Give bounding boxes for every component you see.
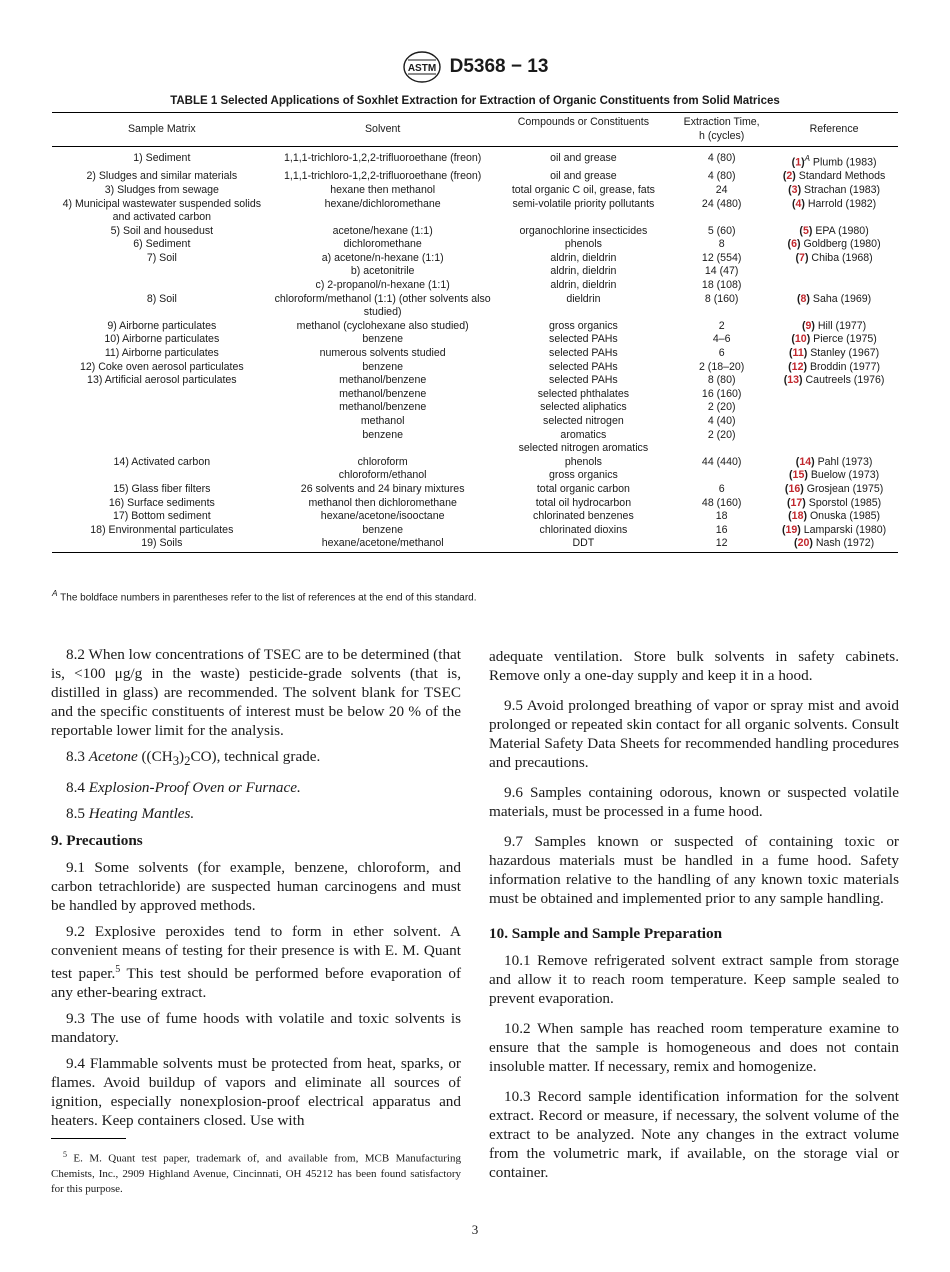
reference-number: (13) [783,374,803,387]
table-row [52,401,898,415]
reference-text: Chiba (1968) [808,251,873,264]
table-row [52,279,898,293]
cell-time: 16 [715,523,728,536]
cell-solvent: 26 solvents and 24 binary mixtures [300,482,465,495]
cell-solvent: benzene [362,333,403,346]
footnote-text: The boldface numbers in parentheses refer to the list of references at the end of this standard. [57,592,477,604]
footnote-marker: A [52,588,58,598]
table-row [52,456,898,470]
reference-number-value: 7 [799,251,805,264]
cell-reference [770,198,898,225]
reference-number-value: 20 [797,537,810,550]
cell-matrix: 5) Soil and housedust [110,224,214,237]
header-extraction-time [673,113,770,147]
footnote-5-ref: 5 [115,964,121,976]
paragraph-10-3: 10.3 Record sample identification information for the solvent extract. Record or measure, if necessary, the solvent volume of the extract to be analyzed. Note any changes in the extract volume from the volumetric mark, if available, on the storage vial or container. [489,1088,899,1181]
reference-number: (3) [788,183,802,196]
reference-number-value: 1 [795,156,802,169]
cell-matrix: 7) Soil [146,251,177,264]
cell-matrix: 19) Soils [141,537,183,550]
table-row [52,320,898,334]
cell-compounds: chlorinated benzenes [533,510,634,523]
cell-compounds: selected aliphatics [540,401,627,414]
paragraph-8-4 [51,778,461,797]
cell-reference [770,252,898,266]
paragraph-9-2 [51,922,461,1002]
reference-text: Grosjean (1975) [803,482,884,495]
p8-3-sub: 3 [172,754,180,769]
cell-compounds: selected phthalates [537,387,630,400]
reference-text: Strachan (1983) [801,183,881,196]
cell-solvent: numerous solvents studied [319,347,446,360]
cell-matrix: 2) Sludges and similar materials [86,170,238,183]
header-solvent: Solvent [364,122,401,135]
reference-number-value: 6 [791,238,797,251]
table-row [52,265,898,279]
table-row [52,415,898,429]
reference-text: Nash (1972) [812,537,875,550]
cell-reference [770,483,898,497]
cell-solvent: hexane/acetone/isooctane [320,510,445,523]
left-column [51,645,461,1137]
reference-number: (9) [801,319,815,332]
cell-reference [770,429,898,443]
footnote-rule [51,1138,126,1139]
cell-reference [770,456,898,470]
reference-text: Pahl (1973) [814,455,873,468]
reference-number: (14) [795,455,815,468]
cell-matrix: 9) Airborne particulates [107,319,217,332]
cell-compounds: selected nitrogen [543,415,624,427]
cell-time: 2 (18–20) [698,360,745,373]
cell-solvent: methanol/benzene [339,374,427,387]
cell-solvent: methanol [360,415,405,427]
cell-compounds: dieldrin [566,292,601,305]
cell-time: 4 (40) [707,415,736,427]
cell-matrix: 4) Municipal wastewater suspended solids and activated carbon [62,197,262,224]
footnote-5-text: E. M. Quant test paper, trademark of, and available from, MCB Manufacturing Chemists, Inc., 2909 Highland Avenue, Cincinnati, OH 45212 has been found satisfactory for this purpose. [51,1152,461,1195]
section-10-heading: 10. Sample and Sample Preparation [489,925,723,942]
header-reference: Reference [809,122,859,135]
cell-time: 24 [715,183,728,196]
cell-solvent: acetone/hexane (1:1) [332,224,433,237]
cell-time: 14 (47) [704,265,739,278]
cell-time [673,442,770,456]
cell-compounds: chlorinated dioxins [539,523,628,536]
footnote-5-marker: 5 [63,1150,67,1159]
p8-3-formula-b: ) [179,748,185,765]
table-row [52,469,898,483]
cell-reference [770,442,898,456]
cell-matrix: 3) Sludges from sewage [104,183,219,196]
cell-compounds: oil and grease [550,152,617,165]
reference-number-value: 4 [795,197,802,210]
paragraph-8-3 [51,747,461,771]
cell-reference [770,265,898,279]
table-row [52,252,898,266]
p8-3-formula-c: CO), technical grade. [190,748,321,765]
table-row [52,497,898,511]
cell-matrix: 1) Sediment [133,152,191,165]
cell-reference [770,497,898,511]
cell-compounds: selected PAHs [549,333,618,346]
reference-number: (6) [787,238,801,251]
reference-number: (15) [789,469,808,482]
cell-compounds: aldrin, dieldrin [550,279,617,292]
table-row [52,510,898,524]
cell-time: 8 (80) [707,374,736,387]
paragraph-9-5: 9.5 Avoid prolonged breathing of vapor or spray mist and avoid prolonged or repeated skin contact for all organic solvents. Consult Material Safety Data Sheets for recommended handling procedures and precautions. [489,697,899,771]
p8-5-term: Heating Mantles. [88,805,195,823]
paragraph-10-1: 10.1 Remove refrigerated solvent extract sample from storage and allow it to reach room temperature. Keep sample sealed to prevent evaporation. [489,952,899,1007]
cell-reference [770,238,898,252]
reference-text: EPA (1980) [812,224,869,237]
cell-reference [770,469,898,483]
cell-time: 18 [715,510,728,523]
cell-time: 2 [718,319,725,332]
cell-compounds: selected PAHs [549,347,618,360]
cell-time: 8 [718,238,725,251]
header-time-line1: Extraction Time, [683,116,760,128]
p9-2-b: This test should be performed before evaporation of any ether-bearing extract. [51,965,462,1002]
cell-matrix [52,279,272,293]
reference-number-value: 10 [794,333,807,346]
cell-matrix [52,265,272,279]
table-footnote [52,588,477,603]
reference-footnote-marker: A [804,154,810,164]
cell-time: 16 (160) [701,387,742,400]
cell-reference [770,320,898,334]
table-row [52,374,898,388]
reference-text: Onuska (1985) [807,510,881,523]
cell-reference [770,524,898,538]
table-row [52,524,898,538]
table-row [52,429,898,443]
cell-reference [770,510,898,524]
reference-text: Saha (1969) [809,292,872,305]
paragraph-9-6: 9.6 Samples containing odorous, known or suspected volatile materials, must be processed in a fume hood. [489,784,899,820]
cell-time: 5 (60) [707,224,736,237]
cell-matrix: 11) Airborne particulates [104,347,219,360]
cell-compounds: aldrin, dieldrin [550,251,617,264]
cell-reference [770,279,898,293]
reference-text: Stanley (1967) [807,347,880,360]
cell-solvent: methanol (cyclohexane also studied) [296,319,469,332]
cell-solvent: b) acetonitrile [350,265,415,278]
p8-4-num: 8.4 [66,779,89,797]
p8-3-num: 8.3 [66,748,89,765]
table-row [52,170,898,184]
cell-solvent: hexane/acetone/methanol [321,537,444,550]
table-row [52,184,898,198]
cell-compounds: gross organics [548,319,618,332]
reference-text: Sporstol (1985) [805,496,882,509]
cell-solvent [272,442,494,456]
reference-number: (4) [791,197,805,210]
cell-time: 2 (20) [707,401,736,414]
cell-compounds: phenols [564,238,602,251]
reference-number-value: 3 [791,183,798,196]
cell-solvent: methanol/benzene [339,387,427,400]
cell-matrix [52,401,272,415]
reference-text: Standard Methods [795,170,886,183]
page-number: 3 [471,1222,479,1237]
cell-solvent: methanol then dichloromethane [308,496,457,509]
cell-matrix: 16) Surface sediments [108,496,215,509]
paragraph-8-2: 8.2 When low concentrations of TSEC are to be determined (that is, <100 μg/g in the waste) pesticide-grade solvents (that is, distilled in glass) are recommended. The solvent blank for TSEC and the specific constituents of interest must be below 20 % of the reportable lower limit for the analysis. [51,646,461,739]
paragraph-9-4: 9.4 Flammable solvents must be protected from heat, sparks, or flames. Avoid buildup of vapors and eliminate all sources of ignition, especially nonexplosion-proof electrical apparatus and heaters. Keep containers closed. Use with [51,1055,461,1130]
cell-matrix: 17) Bottom sediment [112,510,211,523]
table-body [52,147,898,553]
cell-time: 12 (554) [701,251,742,264]
reference-text: Goldberg (1980) [800,238,881,251]
right-column [489,647,899,1189]
cell-time: 4–6 [712,333,731,346]
reference-number: (8) [796,292,810,305]
cell-compounds: gross organics [548,469,618,482]
reference-number: (12) [788,360,807,373]
cell-solvent: benzene [362,360,403,373]
cell-reference [770,225,898,239]
reference-text: Buelow (1973) [807,469,880,482]
header-sample-matrix: Sample Matrix [127,122,196,135]
cell-compounds: total oil hydrocarbon [535,496,632,509]
cell-compounds: organochlorine insecticides [519,224,648,237]
paragraph-9-4-cont: adequate ventilation. Store bulk solvents in safety cabinets. Remove only a one-day supply and keep it in a hood. [489,648,899,684]
paragraph-9-1: 9.1 Some solvents (for example, benzene, chloroform, and carbon tetrachloride) are suspected human carcinogens and must be handled by approved methods. [51,859,461,915]
cell-time: 18 (108) [701,279,742,292]
p8-3-term: Acetone [88,748,138,765]
logo-text: ASTM [407,63,436,74]
table-row [52,147,898,171]
cell-reference [770,415,898,429]
cell-solvent: benzene [362,523,403,536]
cell-solvent: 1,1,1-trichloro-1,2,2-trifluoroethane (freon) [284,170,482,183]
reference-number: (16) [784,482,804,495]
cell-matrix: 14) Activated carbon [113,455,211,468]
reference-number-value: 11 [792,347,804,360]
paragraph-9-3: 9.3 The use of fume hoods with volatile and toxic solvents is mandatory. [51,1010,461,1047]
cell-reference [770,537,898,552]
table-row [52,537,898,552]
table-1 [52,112,898,553]
cell-reference [770,147,898,171]
p8-5-num: 8.5 [66,805,89,823]
cell-time: 4 (80) [707,170,736,183]
cell-time: 44 (440) [701,455,742,468]
cell-solvent: methanol/benzene [339,401,427,414]
cell-solvent: chloroform/ethanol [338,469,427,482]
reference-number-value: 15 [792,469,805,482]
cell-matrix [52,415,272,429]
cell-time [673,469,770,483]
cell-time: 6 [718,482,725,495]
paragraph-9-7: 9.7 Samples known or suspected of containing toxic or hazardous materials must be handled in a fume hood. Safety information relative to the handling of any known toxic materials must be obtained and implemented prior to any sample handling. [489,833,899,907]
p8-3-sub2: 2 [184,754,191,769]
reference-text: Lamparski (1980) [800,523,887,536]
reference-number: (5) [799,224,813,237]
reference-text: Broddin (1977) [807,360,881,373]
reference-number-value: 16 [788,482,801,495]
cell-time: 12 [715,537,728,550]
cell-solvent: a) acetone/n-hexane (1:1) [321,251,444,264]
cell-solvent: 1,1,1-trichloro-1,2,2-trifluoroethane (freon) [284,152,482,165]
table-title: TABLE 1 Selected Applications of Soxhlet Extraction for Extraction of Organic Constituents from Solid Matrices [170,95,780,107]
reference-number-value: 13 [787,374,800,387]
cell-compounds: oil and grease [550,170,617,183]
cell-matrix: 15) Glass fiber filters [113,482,211,495]
table-row [52,388,898,402]
cell-solvent: dichloromethane [343,238,422,251]
cell-reference [770,374,898,388]
table-row [52,333,898,347]
cell-reference [770,401,898,415]
cell-compounds: total organic carbon [536,482,630,495]
p8-3-formula-a: ((CH [137,748,173,765]
reference-text: Cautreels (1976) [802,374,885,387]
cell-compounds: phenols [564,455,602,468]
reference-number-value: 19 [785,523,798,536]
table-header-row [52,113,898,147]
cell-time: 4 (80) [707,152,736,165]
header-time-line2: h (cycles) [698,129,745,142]
table-row [52,483,898,497]
cell-time: 48 (160) [701,496,742,509]
cell-matrix: 18) Environmental particulates [90,523,234,536]
reference-number: (11) [789,347,808,360]
table-row [52,361,898,375]
p9-2-a: 9.2 Explosive peroxides tend to form in ether solvent. A convenient means of testing for their presence is with E. M. Quant test paper. [51,923,461,983]
table-row [52,225,898,239]
cell-matrix [52,442,272,456]
cell-matrix: 8) Soil [146,292,177,305]
cell-matrix: 13) Artificial aerosol particulates [87,374,237,387]
paragraph-8-5 [51,804,461,823]
reference-number: (2) [782,170,796,183]
cell-matrix: 6) Sediment [133,238,191,251]
page-header [0,50,950,84]
reference-number: (17) [786,496,806,509]
reference-number: (7) [795,251,809,264]
cell-compounds: total organic C oil, grease, fats [511,183,655,196]
reference-number-value: 5 [802,224,809,237]
cell-solvent: c) 2-propanol/n-hexane (1:1) [315,279,450,292]
reference-text: Harrold (1982) [804,197,877,210]
cell-solvent: benzene [362,428,403,441]
table-row [52,198,898,225]
cell-matrix [52,429,272,443]
reference-number: (10) [791,333,811,346]
table-row [52,442,898,456]
cell-matrix: 10) Airborne particulates [104,333,220,346]
reference-text: Plumb (1983) [809,156,877,169]
cell-compounds: DDT [572,537,595,550]
cell-reference [770,170,898,184]
cell-compounds: selected nitrogen aromatics [518,442,649,455]
cell-compounds: semi-volatile priority pollutants [512,197,655,210]
reference-text: Pierce (1975) [810,333,877,346]
astm-logo-icon [402,50,442,84]
reference-number: (18) [788,510,807,523]
paragraph-10-2: 10.2 When sample has reached room temperature examine to ensure that the sample is homogeneous and does not contain insoluble matter. If necessary, remix and homogenize. [489,1020,899,1075]
reference-number-value: 12 [791,360,804,373]
table-row [52,238,898,252]
cell-reference [770,361,898,375]
cell-reference [770,293,898,320]
reference-text: Hill (1977) [814,319,867,332]
cell-reference [770,333,898,347]
document-number: D5368 − 13 [449,56,549,77]
reference-number: (19) [781,523,801,536]
cell-solvent: hexane then methanol [330,183,436,196]
cell-compounds: aldrin, dieldrin [550,265,617,278]
reference-number-value: 8 [800,292,807,305]
cell-time: 2 (20) [707,428,736,441]
reference-number-value: 14 [799,455,812,468]
cell-compounds: selected PAHs [549,374,618,387]
cell-reference [770,184,898,198]
table-row [52,293,898,320]
cell-matrix: 12) Coke oven aerosol particulates [79,360,244,373]
reference-number-value: 2 [786,170,793,183]
cell-matrix [52,388,272,402]
reference-number-value: 17 [790,496,803,509]
cell-reference [770,388,898,402]
cell-solvent: chloroform [357,455,408,468]
cell-time: 8 (160) [704,292,739,305]
cell-solvent: hexane/dichloromethane [324,197,441,210]
cell-reference [770,347,898,361]
reference-number-value: 9 [805,319,812,332]
cell-solvent: chloroform/methanol (1:1) (other solvents also studied) [274,292,491,319]
reference-number: (20) [794,537,813,550]
cell-time: 6 [718,347,725,360]
cell-compounds: selected PAHs [549,360,618,373]
cell-compounds: aromatics [560,428,607,441]
reference-number: (1) [791,156,805,169]
p8-4-term: Explosion-Proof Oven or Furnace. [88,779,301,797]
section-9-heading: 9. Precautions [51,832,143,850]
footnote-5 [51,1147,461,1197]
table-row [52,347,898,361]
cell-matrix [52,469,272,483]
reference-number-value: 18 [791,510,804,523]
cell-time: 24 (480) [701,197,742,210]
header-compounds: Compounds or Constituents [517,116,650,128]
